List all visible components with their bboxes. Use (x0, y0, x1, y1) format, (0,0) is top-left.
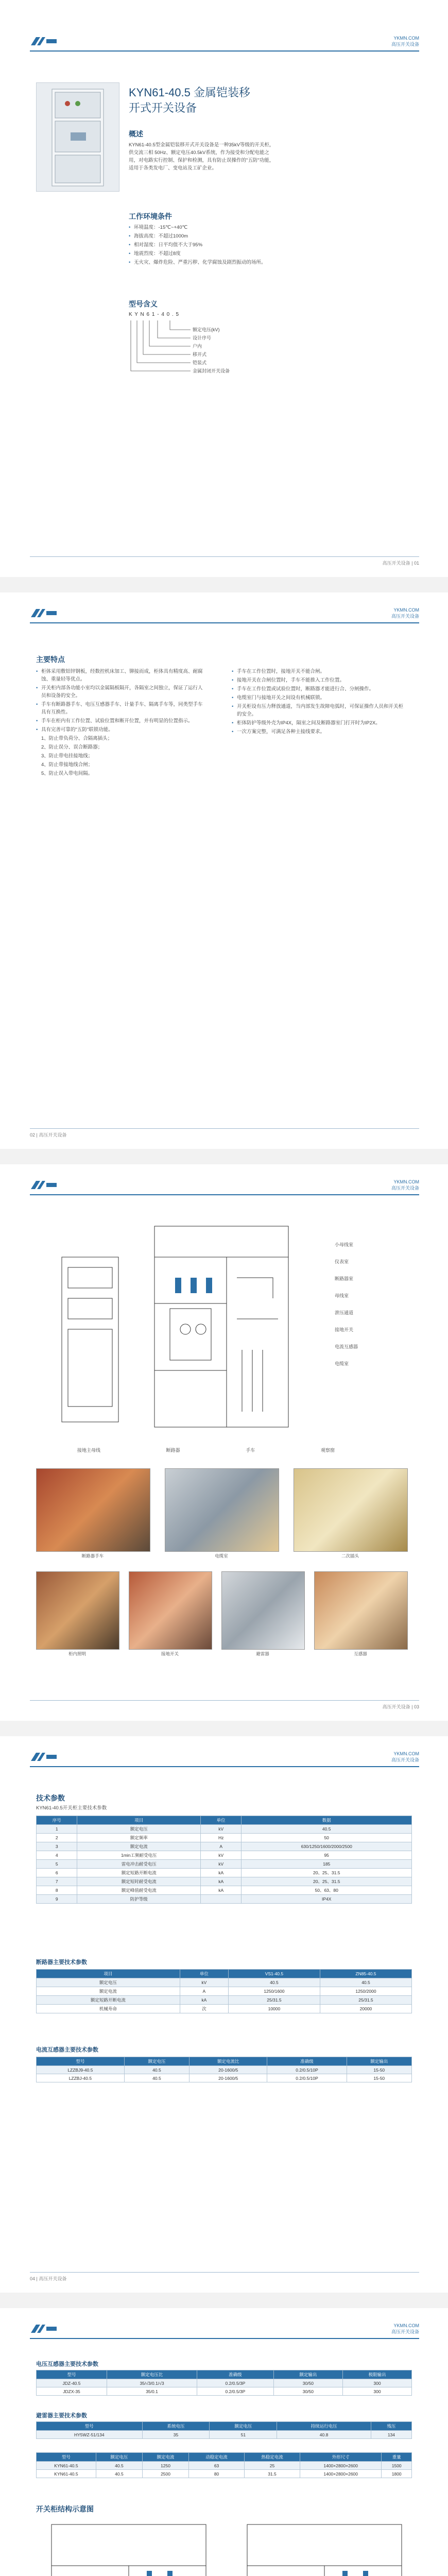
table-header-cell: 型号 (37, 2422, 143, 2431)
table-header-cell: 序号 (37, 1816, 77, 1825)
table-cell: HY5WZ-51/134 (37, 2431, 143, 2439)
feature-item: • 手车在工作位置时，接地开关不能合闸。 (232, 668, 407, 675)
brand-logo-icon (30, 1752, 58, 1763)
page-gap (0, 1721, 448, 1736)
table-row (37, 1860, 412, 1869)
table-cell: 40.5 (320, 1978, 411, 1987)
table-header-cell: 额定电流 (142, 2453, 188, 2462)
model-item: 设计序号 (193, 335, 212, 341)
table-header-cell: ZN85-40.5 (320, 1970, 411, 1978)
table-cell: 80 (189, 2470, 245, 2478)
product-title-2: 开式开关设备 (129, 101, 197, 114)
feature-item: • 手车在工作位置或试验位置时，断路器才能进行合、分闸操作。 (232, 685, 407, 693)
table-cell: 5 (37, 1860, 77, 1869)
photo-caption: 断路器手车 (81, 1553, 104, 1558)
table-cell: 300 (342, 2379, 411, 2387)
env-item: • 环境温度：-15℃~+40℃ (129, 224, 278, 231)
model-item: 户内 (193, 344, 202, 349)
diagram-label: 电缆室 (335, 1361, 349, 1366)
table-cell: KYN61-40.5 (37, 2462, 96, 2470)
table-row (37, 1842, 412, 1851)
table-cell: 0.2/0.5/10P (267, 2066, 347, 2074)
feature-item: • 一次方案完整，可满足各种主接线要求。 (232, 728, 407, 736)
table-cell: 95 (242, 1851, 412, 1860)
table-row (37, 1851, 412, 1860)
feature-sub: 3、防止带电挂接地线； (41, 753, 93, 759)
footer-rule (30, 2272, 419, 2273)
table-header-cell: 额定电压 (124, 2057, 189, 2066)
model-item: 金属封闭开关设备 (193, 368, 230, 374)
arrester-table-title: 避雷器主要技术参数 (36, 2413, 87, 2419)
diagram-label: 泄压通道 (335, 1310, 354, 1315)
table-header-cell: 极限输出 (342, 2370, 411, 2379)
environment-list (129, 224, 278, 267)
page-3 (0, 1164, 448, 1721)
table-header-cell: 型号 (37, 2453, 96, 2462)
page-2 (0, 592, 448, 1149)
diagram-label: 接地开关 (335, 1327, 354, 1332)
table-cell: 40.5 (124, 2066, 189, 2074)
page-number: 高压开关设备 | 03 (382, 1704, 419, 1709)
table-cell: kV (200, 1860, 241, 1869)
table-cell: KYN61-40.5 (37, 2470, 96, 2478)
table-cell: kV (180, 1978, 228, 1987)
feature-sub: 2、防止误分、误合断路器； (41, 744, 103, 750)
table-cell: kV (200, 1851, 241, 1860)
environment-heading: 工作环境条件 (129, 212, 172, 221)
brand-logo-icon (30, 36, 58, 47)
table-cell: 9 (37, 1895, 77, 1904)
table-cell: IP4X (242, 1895, 412, 1904)
vt-table-title: 电压互感器主要技术参数 (36, 2361, 98, 2367)
table-header-cell: 单位 (200, 1816, 241, 1825)
table-cell: 10000 (228, 2005, 320, 2013)
table-row (37, 2379, 412, 2387)
page-number: 04 | 高压开关设备 (30, 2276, 67, 2281)
header-rule (30, 1194, 419, 1195)
table-cell: JDZX-35 (37, 2387, 107, 2396)
header-rule (30, 622, 419, 623)
feature-item: • 具有完善可靠的"五防"联锁功能。 (36, 726, 206, 734)
diagram-label: 断路器室 (335, 1276, 354, 1281)
diagram-label: 母线室 (335, 1293, 349, 1298)
table-cell: 7 (37, 1877, 77, 1886)
table-row (37, 1886, 412, 1895)
table-header-cell: 项目 (37, 1970, 180, 1978)
table-cell: 8 (37, 1886, 77, 1895)
table-header-cell: 额定电压比 (107, 2370, 197, 2379)
table-header-cell: 动稳定电流 (189, 2453, 245, 2462)
header-rule (30, 1766, 419, 1767)
main-params-table (36, 1816, 412, 1904)
table-cell: 2500 (142, 2470, 188, 2478)
photo-caption: 互感器 (354, 1651, 367, 1656)
table-cell: 20-1600/5 (189, 2066, 267, 2074)
table-cell: 0.2/0.5/3P (197, 2387, 274, 2396)
features-right (232, 668, 407, 737)
diagram-label: 手车 (246, 1448, 255, 1453)
table-row (37, 2005, 412, 2013)
table-cell: 40.5 (228, 1978, 320, 1987)
feature-item: • 手车有断路器手车、电压互感器手车、计量手车、隔离手车等，同类型手车具有互换性。 (36, 701, 206, 716)
photo-caption: 柜内照明 (68, 1651, 86, 1656)
table-header-cell: 重量 (382, 2453, 412, 2462)
table-row (37, 2462, 412, 2470)
table-row (37, 1825, 412, 1834)
table-cell: 50、63、80 (242, 1886, 412, 1895)
feature-item: • 柜体采用敷铝锌钢板，经数控机床加工、铆接而成，柜体具有精度高、耐腐蚀、重量轻等优点。 (36, 668, 206, 683)
table-cell: 185 (242, 1860, 412, 1869)
table-row (37, 1987, 412, 1996)
structure-diagram-heading: 开关柜结构示意图 (36, 2505, 94, 2513)
env-item: • 海拔高度：不超过1000m (129, 232, 278, 240)
table-cell: 35/√3/0.1/√3 (107, 2379, 197, 2387)
table-row (37, 2431, 412, 2439)
breaker-params-table (36, 1969, 412, 2013)
table-header-cell: 热稳定电流 (245, 2453, 300, 2462)
header-brand: YKMN.COM 高压开关设备 (391, 36, 419, 47)
component-photo (36, 1571, 119, 1650)
photo-caption: 避雷器 (256, 1651, 269, 1656)
table-header-cell: 型号 (37, 2370, 107, 2379)
table-header-cell: 残压 (371, 2422, 411, 2431)
table-cell: 40.5 (96, 2462, 142, 2470)
table-cell: 25/31.5 (320, 1996, 411, 2005)
env-item: • 地震烈度：不超过8度 (129, 250, 278, 258)
table-cell: 额定电压 (77, 1825, 201, 1834)
table-cell: 35 (142, 2431, 210, 2439)
header-rule (30, 50, 419, 52)
table-row (37, 1877, 412, 1886)
arrester-params-table (36, 2421, 412, 2439)
table-row (37, 1978, 412, 1987)
component-photo (129, 1571, 212, 1650)
table-cell: 1 (37, 1825, 77, 1834)
table-cell: 机械寿命 (37, 2005, 180, 2013)
table-cell: 20、25、31.5 (242, 1877, 412, 1886)
table-cell: 63 (189, 2462, 245, 2470)
table-header-cell: 准确级 (197, 2370, 274, 2379)
table-header-cell: 持续运行电压 (277, 2422, 371, 2431)
table-cell: 防护等级 (77, 1895, 201, 1904)
diagram-label: 接地主母线 (77, 1448, 101, 1453)
cabinet-params-table (36, 2452, 412, 2478)
model-legend (193, 326, 230, 375)
table-cell: 300 (342, 2387, 411, 2396)
table-cell: 40.5 (96, 2470, 142, 2478)
cabinet-photo (36, 82, 119, 192)
page-1 (0, 21, 448, 577)
table-header-cell: 系统电压 (142, 2422, 210, 2431)
table-cell: 1500 (382, 2462, 412, 2470)
diagram-label: 小母线室 (335, 1242, 354, 1247)
table-row (37, 1996, 412, 2005)
feature-item: • 手车在柜内有工作位置、试验位置和断开位置，并有明显的位置指示。 (36, 717, 206, 725)
overview-text: KYN61-40.5型金属铠装移开式开关设备是一种35kV等级的开关柜，供交流三相 50Hz、额定电压40.5kV系统，作为接受和分配电能之用，对电路实行控制、保护和检测，具有防止误操作的"五防"功能，适用于各类发电厂、变电站及工矿企业。 (129, 142, 274, 171)
table-cell: 1250/2000 (320, 1987, 411, 1996)
table-header-cell: 额定电压 (210, 2422, 277, 2431)
table-cell: 额定电压 (37, 1978, 180, 1987)
page-5 (0, 2308, 448, 2576)
header-brand: YKMN.COM 高压开关设备 (391, 607, 419, 619)
table-header-cell: 额定电流比 (189, 2057, 267, 2066)
footer-rule (30, 1128, 419, 1129)
overview-heading: 概述 (129, 130, 143, 138)
diagram-label: 仪表室 (335, 1259, 349, 1264)
table-cell: LZZBJ9-40.5 (37, 2066, 125, 2074)
feature-item: • 柜体防护等级外壳为IP4X，隔室之间及断路器室门打开时为IP2X。 (232, 719, 407, 727)
table-cell: Hz (200, 1834, 241, 1842)
env-item: • 无火灾、爆炸危险、严重污秽、化学腐蚀及剧烈振动的场所。 (129, 259, 278, 266)
table-cell: 20-1600/5 (189, 2074, 267, 2082)
feature-item: • 开关柜设有压力释放通道，当内部发生故障电弧时，可保证操作人员和开关柜的安全。 (232, 703, 407, 718)
table-cell: 20、25、31.5 (242, 1869, 412, 1877)
table-cell: 15-50 (347, 2066, 411, 2074)
table-header-row (37, 1816, 412, 1825)
header-brand: YKMN.COM 高压开关设备 (391, 2323, 419, 2334)
table-header-cell: 准确级 (267, 2057, 347, 2066)
table-cell: A (200, 1842, 241, 1851)
table-cell: 40.5 (242, 1825, 412, 1834)
table-cell: JDZ-40.5 (37, 2379, 107, 2387)
feature-sub: 4、防止带接地线合闸； (41, 762, 93, 768)
photo-caption: 二次插头 (341, 1553, 359, 1558)
table-header-cell: 型号 (37, 2057, 125, 2066)
table-cell: 3 (37, 1842, 77, 1851)
diagram-labels-right (335, 1236, 358, 1372)
table-row (37, 1869, 412, 1877)
table-cell: 20000 (320, 2005, 411, 2013)
model-heading: 型号含义 (129, 300, 158, 308)
table-cell: 1250/1600 (228, 1987, 320, 1996)
table-cell: 额定短路开断电流 (37, 1996, 180, 2005)
table-cell: 次 (180, 2005, 228, 2013)
table-cell: 额定短路开断电流 (77, 1869, 201, 1877)
table-header-row (37, 2422, 412, 2431)
table-cell: 40.5 (124, 2074, 189, 2082)
table-cell: 25 (245, 2462, 300, 2470)
cabinet-structure-diagram (57, 1216, 324, 1443)
table-cell: LZZBJ-40.5 (37, 2074, 125, 2082)
diagram-label: 断路器 (166, 1448, 180, 1453)
table-header-cell: 外形尺寸 (300, 2453, 382, 2462)
table-cell: 1800 (382, 2470, 412, 2478)
table-cell: 额定频率 (77, 1834, 201, 1842)
table-cell: 额定峰值耐受电流 (77, 1886, 201, 1895)
table-cell: kA (200, 1869, 241, 1877)
table-cell: kA (180, 1996, 228, 2005)
table-cell: 134 (371, 2431, 411, 2439)
feature-sub: 1、防止带负荷分、合隔离插头； (41, 736, 113, 741)
table-header-cell: VS1-40.5 (228, 1970, 320, 1978)
ct-params-table (36, 2057, 412, 2082)
features-left (36, 668, 206, 778)
page-4 (0, 1736, 448, 2293)
page-gap (0, 1149, 448, 1164)
table-cell: 额定短时耐受电流 (77, 1877, 201, 1886)
table-row (37, 2387, 412, 2396)
table-cell: 40.8 (277, 2431, 371, 2439)
table-row (37, 1834, 412, 1842)
table-header-cell: 额定电压 (96, 2453, 142, 2462)
vt-params-table (36, 2370, 412, 2396)
feature-sub: 5、防止误入带电间隔。 (41, 771, 93, 776)
table-cell: 30/50 (273, 2379, 342, 2387)
table-cell: 2 (37, 1834, 77, 1842)
table-cell: kA (200, 1877, 241, 1886)
table-header-cell: 项目 (77, 1816, 201, 1825)
structure-section-diagram (46, 2519, 407, 2576)
page-gap (0, 577, 448, 592)
ct-table-title: 电流互感器主要技术参数 (36, 2047, 98, 2053)
table-cell: 50 (242, 1834, 412, 1842)
feature-item: • 接地开关在合闸位置时，手车不能推入工作位置。 (232, 676, 407, 684)
tech-params-sub: KYN61-40.5开关柜主要技术参数 (36, 1805, 107, 1811)
photo-caption: 接地开关 (161, 1651, 179, 1656)
feature-item: • 开关柜内部各功能小室均以金属隔板隔开，各隔室之间独立，保证了运行人员和设备的安全。 (36, 684, 206, 700)
table-row (37, 1895, 412, 1904)
features-heading: 主要特点 (36, 655, 65, 664)
breaker-table-title: 断路器主要技术参数 (36, 1959, 87, 1965)
tech-params-heading: 技术参数 (36, 1794, 65, 1802)
feature-item: • 电缆室门与接地开关之间设有机械联锁。 (232, 694, 407, 702)
page-gap (0, 2293, 448, 2308)
table-cell: 15-50 (347, 2074, 411, 2082)
table-row (37, 2470, 412, 2478)
table-cell: 1400×2800×2600 (300, 2462, 382, 2470)
table-cell: 1400×2800×2600 (300, 2470, 382, 2478)
footer-rule (30, 1700, 419, 1701)
diagram-label: 电流互感器 (335, 1344, 358, 1349)
table-cell: 51 (210, 2431, 277, 2439)
component-photo (314, 1571, 408, 1650)
diagram-label: 观察窗 (320, 1448, 335, 1453)
table-row (37, 2066, 412, 2074)
component-photo (294, 1468, 408, 1552)
table-cell: 0.2/0.5/10P (267, 2074, 347, 2082)
header-rule (30, 2338, 419, 2339)
table-cell: 630/1250/1600/2000/2500 (242, 1842, 412, 1851)
table-header-cell: 额定输出 (347, 2057, 411, 2066)
table-cell: 25/31.5 (228, 1996, 320, 2005)
table-cell: A (180, 1987, 228, 1996)
product-title: KYN61-40.5 金属铠装移 (129, 86, 250, 99)
photo-caption: 电缆室 (215, 1553, 228, 1558)
header-brand: YKMN.COM 高压开关设备 (391, 1179, 419, 1191)
table-cell: 35/0.1 (107, 2387, 197, 2396)
table-cell: 4 (37, 1851, 77, 1860)
page-number: 02 | 高压开关设备 (30, 1132, 67, 1138)
table-row (37, 2074, 412, 2082)
table-header-cell: 额定输出 (273, 2370, 342, 2379)
table-cell: 1min工频耐受电压 (77, 1851, 201, 1860)
header-brand: YKMN.COM 高压开关设备 (391, 1751, 419, 1762)
model-item: 额定电压(kV) (193, 327, 220, 332)
component-photo (221, 1571, 305, 1650)
table-cell (200, 1895, 241, 1904)
table-cell: 雷电冲击耐受电压 (77, 1860, 201, 1869)
table-header-row (37, 2057, 412, 2066)
model-code: K Y N 6 1 - 4 0 . 5 (129, 312, 180, 317)
table-cell: kA (200, 1886, 241, 1895)
table-cell: 0.2/0.5/3P (197, 2379, 274, 2387)
brand-logo-icon (30, 1180, 58, 1191)
table-cell: 额定电流 (77, 1842, 201, 1851)
table-cell: 30/50 (273, 2387, 342, 2396)
table-cell: kV (200, 1825, 241, 1834)
table-header-row (37, 2370, 412, 2379)
table-header-row (37, 1970, 412, 1978)
model-item: 移开式 (193, 352, 207, 357)
component-photo (165, 1468, 279, 1552)
env-item: • 相对湿度：日平均值不大于95% (129, 241, 278, 249)
table-header-cell: 数据 (242, 1816, 412, 1825)
model-item: 铠装式 (193, 360, 207, 365)
brand-logo-icon (30, 2324, 58, 2335)
component-photo (36, 1468, 150, 1552)
diagram-labels-bottom (77, 1447, 335, 1453)
table-cell: 6 (37, 1869, 77, 1877)
table-cell: 1250 (142, 2462, 188, 2470)
page-number: 高压开关设备 | 01 (382, 561, 419, 566)
table-cell: 31.5 (245, 2470, 300, 2478)
table-header-row (37, 2453, 412, 2462)
footer-rule (30, 556, 419, 557)
table-cell: 额定电流 (37, 1987, 180, 1996)
brand-logo-icon (30, 608, 58, 619)
table-header-cell: 单位 (180, 1970, 228, 1978)
